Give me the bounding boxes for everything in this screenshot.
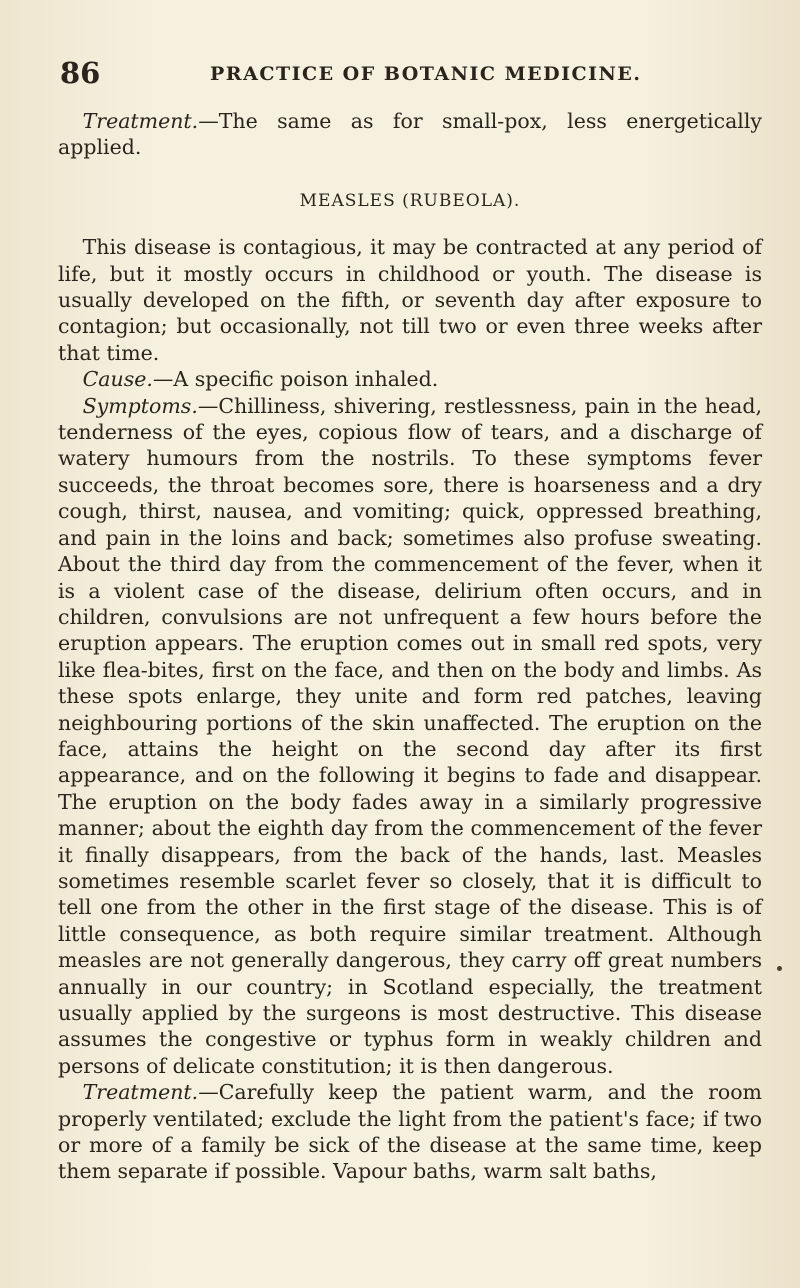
cause-paragraph <box>58 366 762 392</box>
body-text <box>58 108 762 1185</box>
running-head: PRACTICE OF BOTANIC MEDICINE. <box>210 63 642 85</box>
intro-paragraph: This disease is contagious, it may be contracted at any period of life, but it mostly occurs in childhood or youth. The disease is usually developed on the fifth, or seventh day after exposure to contagion; but occasionally, not till two or even three weeks after that time. <box>58 235 762 365</box>
treatment-text: —Carefully keep the patient warm, and the room properly ventilated; exclude the light from the patient's face; if two or more of a family be sick of the disease at the same time, keep them separate if possible. Vapour baths, warm salt baths, <box>58 1080 762 1184</box>
cause-label: Cause. <box>82 367 153 392</box>
page-number: 86 <box>60 56 101 90</box>
treatment-paragraph <box>58 1079 762 1185</box>
margin-speck <box>777 966 782 971</box>
treatment-text-prev: —The same as for small-pox, less energetically applied. <box>58 109 762 160</box>
treatment-label: Treatment. <box>82 1080 199 1105</box>
section-heading: MEASLES (RUBEOLA). <box>299 190 521 211</box>
cause-text: —A specific poison inhaled. <box>152 367 439 392</box>
symptoms-label: Symptoms. <box>82 393 198 418</box>
treatment-paragraph-prev <box>58 108 762 161</box>
treatment-label-prev: Treatment. <box>82 109 199 133</box>
page-header <box>60 56 750 92</box>
symptoms-paragraph <box>58 393 762 1080</box>
symptoms-text: —Chilliness, shivering, restlessness, pain in the head, tenderness of the eyes, copious flow of tears, and a discharge of watery humours from the nostrils. To these symptoms fever succeeds, the throat becomes sore, there is hoarseness and a dry cough, thirst, nausea, and vomiting; quick, oppressed breathing, and pain in the loins and back; sometimes also profuse sweating. About the third day from the commencement of the fever, when it is a violent case of the disease, delirium often occurs, and in children, convulsions are not unfrequent a few hours before the eruption appears. The eruption comes out in small red spots, very like flea-bites, first on the face, and then on the body and limbs. As these spots enlarge, they unite and form red patches, leaving neighbouring portions of the skin unaffected. The eruption on the face, attains the height on the second day after its first appearance, and on the following it begins to fade and disappear. The eruption on the body fades away in a similarly progressive manner; about the eighth day from the commencement of the fever it finally disappears, from the back of the hands, last. Measles sometimes resemble scarlet fever so closely, that it is difficult to tell one from the other in the first stage of the disease. This is of little consequence, as both require similar treatment. Although measles are not generally dangerous, they carry off great numbers annually in our country; in Scotland especially, the treatment usually applied by the surgeons is most destructive. This disease assumes the congestive or typhus form in weakly children and persons of delicate constitution; it is then dangerous. <box>58 393 762 1078</box>
